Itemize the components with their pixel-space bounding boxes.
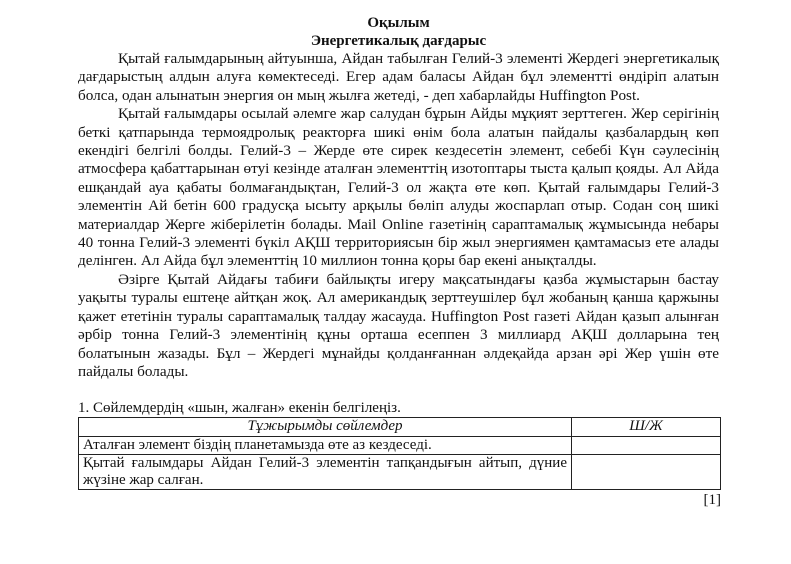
table-row (79, 455, 721, 490)
answer-cell[interactable] (572, 455, 721, 490)
statement-cell: Қытай ғалымдары Айдан Гелий-3 элементін тапқандығын айтып, дүние жүзіне жар салған. (79, 455, 572, 490)
answer-cell[interactable] (572, 437, 721, 455)
true-false-table (78, 417, 721, 490)
statement-cell: Аталған элемент біздің планетамызда өте аз кездеседі. (79, 437, 572, 455)
statements-column-header: Тұжырымды сөйлемдер (79, 418, 572, 437)
answer-column-header: Ш/Ж (572, 418, 721, 437)
paragraph-2: Қытай ғалымдары осылай әлемге жар салудан бұрын Айды мұқият зерттеген. Жер серігінің беткі қатпарында термоядролық реакторға шикі өнім бола алатын пайдалы қазбалардың көп екендігі белгілі болды. Гелий-3 – Жерде өте сирек кездесетін элемент, себебі Күн сәулесінің атмосфера қабаттарынан өтуі кезінде аталған элементтің изотоптары тыста қалып қояды. Ал Айда ешқандай ауа қабаты болмағандықтан, Гелий-3 ол жақта өте көп. Қытай ғалымдары Гелий-3 элементін Ай бетін 600 градусқа ысыту арқылы бөліп алуды жоспарлап отыр. Содан соң шикі материалдар Жерге жіберілетін болады. Mail Online газетінің сараптамалық жұмысында небары 40 тонна Гелий-3 элементі бүкіл АҚШ территориясын бір жыл энергиямен қамтамасыз ете алады делінген. Ал Айда бұл элементтің 10 миллион тонна қоры бар екені анықталды. (78, 105, 719, 270)
table-row (79, 437, 721, 455)
text-title: Энергетикалық дағдарыс (310, 33, 487, 49)
table-header-row (79, 418, 721, 437)
paragraph-1: Қытай ғалымдарының айтуынша, Айдан табылған Гелий-3 элементі Жердегі энергетикалық дағдарыстың алдын алуға көмектеседі. Егер адам баласы Айдан бұл элементті өндіріп алатын болса, одан алынатын энергия он мың жылға жетеді, - деп хабарлайды Huffington Post. (78, 50, 719, 104)
task-instruction: 1. Сөйлемдердің «шын, жалған» екенін белгілеңіз. (78, 400, 401, 417)
page-title: Оқылым (367, 15, 430, 31)
paragraph-3: Әзірге Қытай Айдағы табиғи байлықты игеру мақсатындағы қазба жұмыстарын бастау уақыты туралы ештеңе айтқан жоқ. Ал американдық зерттеушілер бұл жобаның қанша қаржыны қажет ететінін туралы сараптамалық талдау жасауда. Huffington Post газеті Айдан қазып алынған әрбір тонна Гелий-3 элементінің құны орташа есеппен 3 миллиард АҚШ долларына тең болатынын жазады. Бұл – Жердегі мұнайды қолданғаннан әлдеқайда арзан әрі Жер үшін өте пайдалы болады. (78, 270, 719, 380)
score-mark: [1] (703, 492, 721, 509)
